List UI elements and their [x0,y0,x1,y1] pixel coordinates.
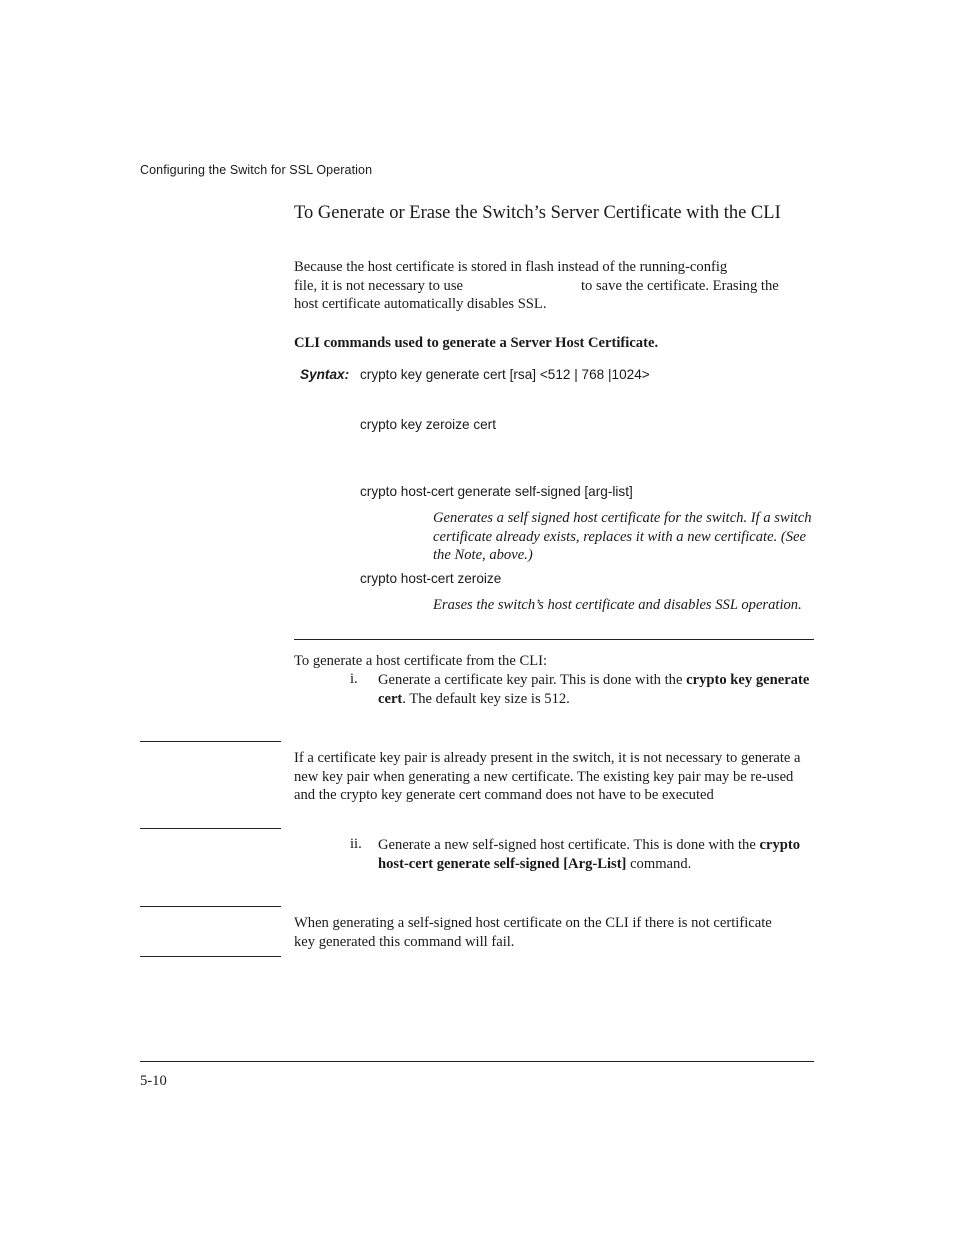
step-2-number: ii. [350,836,362,852]
step-1-number: i. [350,671,358,687]
step-2-text-a: Generate a new self-signed host certificate. This is done with the [378,837,756,853]
note-2-text: When generating a self-signed host certificate on the CLI if there is not certificate key generated this command will fail. [294,915,772,950]
step-1-command: crypto key generate cert [378,672,810,707]
step-2-text-b: command. [626,855,692,872]
running-head: Configuring the Switch for SSL Operation [140,163,373,177]
command-host-cert-zeroize-description: Erases the switch’s host certificate and disables SSL operation. [433,597,802,613]
note-1-bottom-rule [140,828,281,829]
step-2-command: crypto host-cert generate self-signed [Arg-List] [378,837,801,872]
note-1-text: If a certificate key pair is already present in the switch, it is not necessary to generate a new key pair when generating a new certificate. The existing key pair may be re-used and the crypto key generate cert command does not have to be executed [294,750,801,804]
syntax-label: Syntax: [300,367,350,382]
note-2-bottom-rule [140,956,281,957]
page-number: 5-10 [140,1073,167,1089]
intro-line-1: Because the host certificate is stored in flash instead of the running-config [294,259,728,275]
procedure-intro: To generate a host certificate from the CLI: [294,653,548,669]
section-heading: To Generate or Erase the Switch’s Server Certificate with the CLI [294,203,781,223]
intro-line-2a: file, it is not necessary to use [294,278,464,294]
command-host-cert-generate: crypto host-cert generate self-signed [arg-list] [360,484,633,499]
command-host-cert-generate-description: Generates a self signed host certificate for the switch. If a switch certificate already exists, replaces it with a new certificate. (See the Note, above.) [433,510,812,564]
step-2-text [378,836,818,873]
step-1-text [378,671,818,708]
cli-commands-title: CLI commands used to generate a Server Host Certificate. [294,335,659,351]
note-2-top-rule [140,906,281,907]
step-1-text-a: Generate a certificate key pair. This is done with the [378,672,683,688]
note-1-top-rule [140,741,281,742]
command-key-generate-cert: crypto key generate cert [rsa] <512 | 768 |1024> [360,367,650,382]
command-host-cert-zeroize: crypto host-cert zeroize [360,571,502,586]
syntax-bottom-rule [294,639,814,640]
intro-line-2b: to save the certificate. Erasing the [581,278,779,294]
step-1-text-b: . The default key size is 512. [402,690,570,707]
command-key-zeroize-cert: crypto key zeroize cert [360,417,496,432]
intro-line-3: host certificate automatically disables SSL. [294,296,547,312]
footer-rule [140,1061,814,1062]
